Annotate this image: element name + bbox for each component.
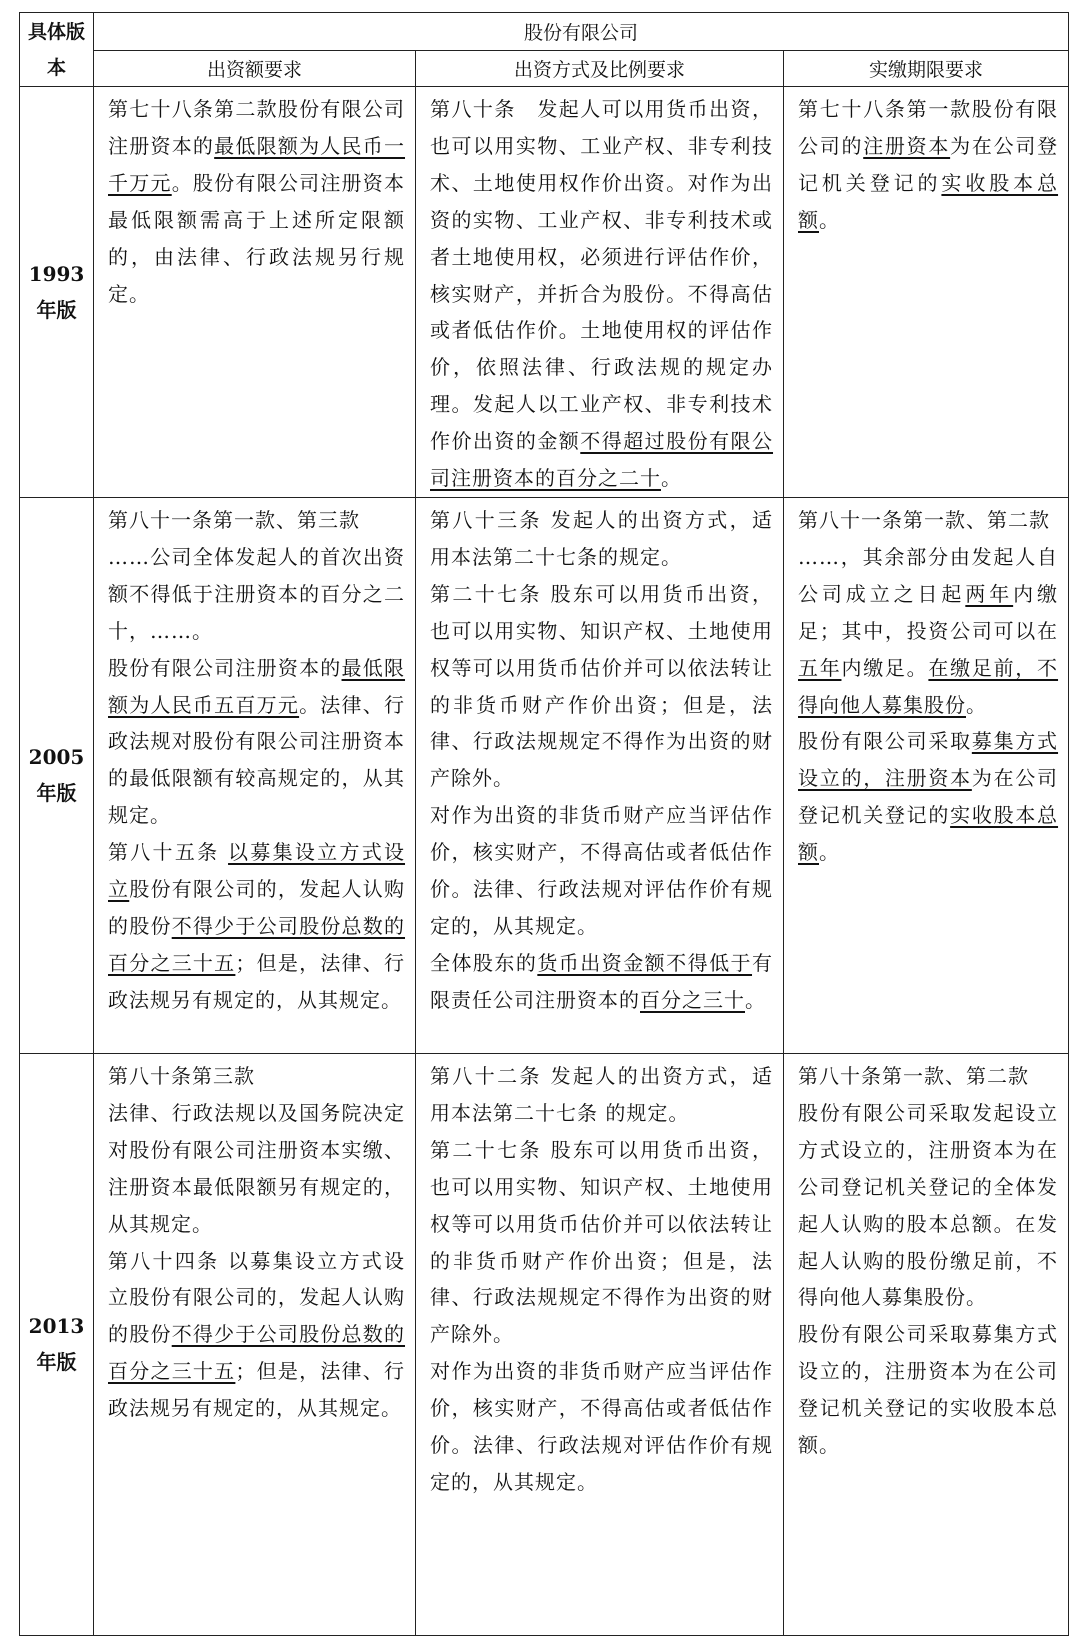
clause-text: 对作为出资的非货币财产应当评估作价，核实财产，不得高估或者低估作价。法律、行政法规对评估作价有规定的，从其规定。 [430,1359,773,1494]
underlined-text: 以募集设立方式设立 [108,840,406,902]
clause-paragraph [108,539,405,650]
clause-text: 为在公司登记机关登记的 [798,133,1059,195]
clause-text: 股份有限公司采取 [798,729,972,754]
clause-paragraph [430,1353,773,1501]
clause-text: 第二十七条 股东可以用货币出资，也可以用实物、知识产权、土地使用权等可以用货币估价并可以依法转让的非货币财产作价出资；但是，法律、行政法规规定不得作为出资的财产除外。 [430,1137,773,1347]
clause-text: 。 [819,207,840,232]
clause-paragraph [430,576,773,797]
clause-paragraph [108,502,405,539]
method-cell [416,87,784,498]
clause-text: 第八十条第一款、第二款 [798,1063,1029,1088]
company-law-comparison-table [19,12,1069,1636]
clause-paragraph [798,91,1058,239]
clause-text: 第八十一条第一款、第三款 [108,507,360,532]
clause-text: 第八十三条 发起人的出资方式，适用本法第二十七条的规定。 [430,507,773,569]
clause-text: 对作为出资的非货币财产应当评估作价，核实财产，不得高估或者低估作价。法律、行政法规对评估作价有规定的，从其规定。 [430,803,773,938]
underlined-text: 不得少于公司股份总数的百分之三十五 [108,1322,406,1384]
underlined-text: 最低限额为人民币一千万元 [108,133,406,195]
clause-text: 第八十条 发起人可以用货币出资，也可以用实物、工业产权、非专利技术、土地使用权作价出资。对作为出资的实物、工业产权、非专利技术或者土地使用权，必须进行评估作价，核实财产，并折合为股份。不得高估或者低估作价。土地使用权的评估作价，依照法律、行政法规的规定办理。发起人以工业产权、非专利技术作价出资的金额 [430,97,773,454]
clause-text: 股份有限公司采取募集方式设立的，注册资本为在公司登记机关登记的实收股本总额。 [798,1322,1059,1458]
clause-paragraph [430,797,773,945]
underlined-text: 在缴足前，不得向他人募集股份 [798,655,1059,717]
version-header: 具体版本 [20,13,94,87]
clause-text: 法律、行政法规以及国务院决定对股份有限公司注册资本实缴、注册资本最低限额另有规定的，从其规定。 [108,1100,405,1236]
clause-text: 股份有限公司采取发起设立方式设立的，注册资本为在公司登记机关登记的全体发起人认购的股本总额。在发起人认购的股份缴足前，不得向他人募集股份。 [798,1100,1059,1310]
clause-text: 第八十条第三款 [108,1063,255,1088]
table-row [20,87,1069,498]
version-cell: 2013年版 [20,1053,94,1635]
version-cell: 2005年版 [20,497,94,1053]
clause-text: ；但是，法律、行政法规另有规定的，从其规定。 [108,1359,406,1421]
period-cell [784,1053,1069,1635]
clause-paragraph [108,1058,405,1095]
clause-text: 内缴足。 [841,655,929,680]
clause-text: 股份有限公司的，发起人认购的股份 [108,877,406,938]
clause-paragraph [108,1243,405,1428]
clause-paragraph [798,502,1058,539]
method-cell [416,1053,784,1635]
clause-text: 全体股东的 [430,950,538,975]
underlined-text: 百分之三十 [640,987,745,1012]
period-column-header: 实缴期限要求 [784,51,1069,87]
underlined-text: 实收股本总额 [798,170,1059,232]
underlined-text: 注册资本 [863,133,951,158]
underlined-text: 货币出资金额不得低于 [537,950,753,975]
clause-text: 第二十七条 股东可以用货币出资，也可以用实物、知识产权、土地使用权等可以用货币估价并可以依法转让的非货币财产作价出资；但是，法律、行政法规规定不得作为出资的财产除外。 [430,581,773,791]
clause-paragraph [798,1095,1058,1316]
clause-paragraph [108,1095,405,1243]
clause-paragraph [430,91,773,497]
clause-text: ……公司全体发起人的首次出资额不得低于注册资本的百分之二十，……。 [108,544,405,643]
underlined-text: 不得少于公司股份总数的百分之三十五 [108,913,406,975]
amount-cell [94,87,416,498]
clause-paragraph [798,723,1058,871]
clause-text: 第八十二条 发起人的出资方式，适用本法第二十七条 的规定。 [430,1063,773,1125]
clause-paragraph [430,502,773,576]
clause-paragraph [798,539,1058,724]
clause-text: 第七十八条第二款股份有限公司注册资本的 [108,97,405,158]
clause-text: 。 [661,466,682,491]
clause-text: 第八十四条 以募集设立方式设立股份有限公司的，发起人认购的股份 [108,1248,405,1347]
company-type-header: 股份有限公司 [94,13,1069,51]
amount-cell [94,497,416,1053]
underlined-text: 实收股本总额 [798,803,1059,865]
version-cell: 1993年版 [20,87,94,498]
clause-paragraph [798,1058,1058,1095]
clause-text: ；但是，法律、行政法规另有规定的，从其规定。 [108,950,406,1012]
clause-text: 内缴足；其中，投资公司可以在 [798,581,1059,643]
method-cell [416,497,784,1053]
underlined-text: 最低限额为人民币五百万元 [108,655,406,717]
clause-text: ……，其余部分由发起人自公司成立之日起 [798,544,1059,606]
amount-cell [94,1053,416,1635]
clause-text: 第八十一条第一款、第二款 [798,507,1050,532]
underlined-text: 五年 [798,655,842,680]
clause-paragraph [108,834,405,1019]
clause-text: 股份有限公司注册资本的 [108,655,342,680]
underlined-text: 不得超过股份有限公司注册资本的百分之二十 [430,429,774,491]
clause-paragraph [108,650,405,835]
clause-text: 有限责任公司注册资本的 [430,950,774,1012]
clause-paragraph [430,945,773,1019]
clause-text: 。 [745,987,766,1012]
clause-paragraph [798,1316,1058,1464]
amount-column-header: 出资额要求 [94,51,416,87]
clause-text: 第八十五条 [108,840,229,865]
clause-paragraph [430,1058,773,1132]
clause-paragraph [430,1132,773,1353]
underlined-text: 两年 [965,581,1014,606]
clause-text: 。 [966,692,987,717]
clause-text: 。法律、行政法规对股份有限公司注册资本的最低限额有较高规定的，从其规定。 [108,692,406,828]
clause-text: 为在公司登记机关登记的 [798,766,1059,828]
clause-text: 第七十八条第一款股份有限公司的 [798,97,1059,158]
underlined-text: 募集方式设立的，注册资本 [798,729,1059,791]
period-cell [784,497,1069,1053]
clause-text: 。 [819,840,840,865]
method-column-header: 出资方式及比例要求 [416,51,784,87]
clause-text: 。股份有限公司注册资本最低限额需高于上述所定限额的，由法律、行政法规另行规定。 [108,170,406,306]
clause-paragraph [108,91,405,312]
period-cell [784,87,1069,498]
table-row [20,497,1069,1053]
table-row [20,1053,1069,1635]
